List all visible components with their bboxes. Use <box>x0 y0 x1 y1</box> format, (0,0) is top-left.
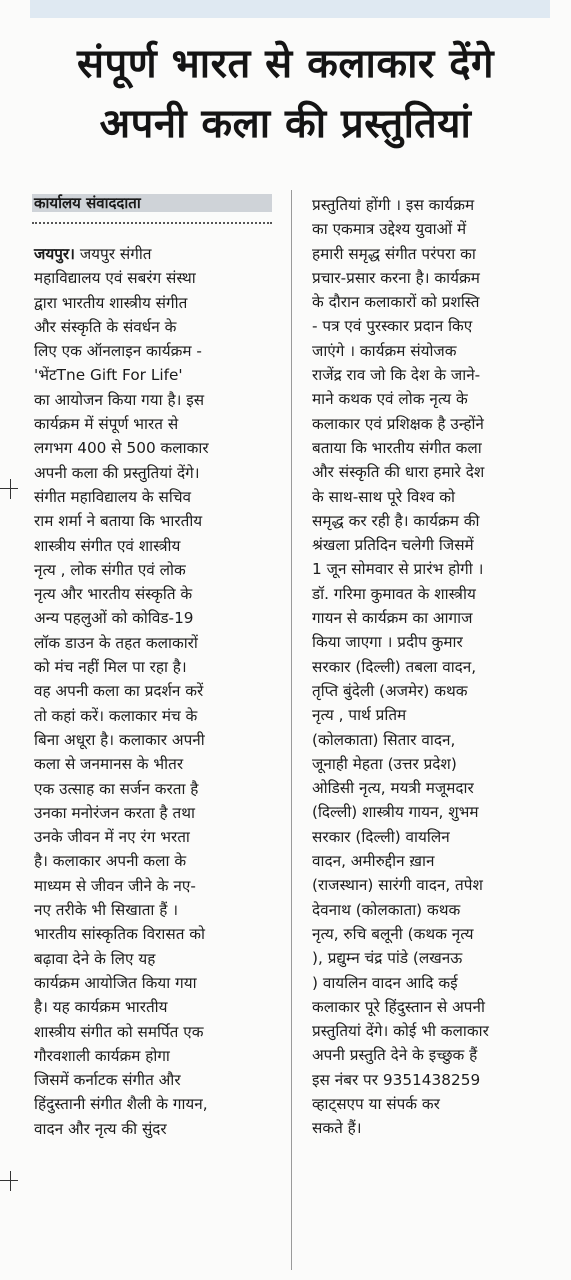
article-text-line: (राजस्थान) सारंगी वादन, तपेश <box>312 876 483 895</box>
article-text-line: उनके जीवन में नए रंग भरता <box>34 828 190 847</box>
headline-line-2: अपनी कला की प्रस्तुतियां <box>99 101 472 147</box>
article-text-line: कलाकार पूरे हिंदुस्तान से अपनी <box>312 997 485 1016</box>
article-text-line: नृत्य , पार्थ प्रतिम <box>312 706 407 725</box>
crop-mark <box>0 1180 18 1181</box>
article-text-line: ) वायलिन वादन आदि कई <box>312 973 458 992</box>
article-text-line: (दिल्ली) शास्त्रीय गायन, शुभम <box>312 803 479 822</box>
article-text-line: उनका मनोरंजन करता है तथा <box>34 803 195 822</box>
article-text-line: गौरवशाली कार्यक्रम होगा <box>34 1046 170 1065</box>
article-text-line: नृत्य, रुचि बलूनी (कथक नृत्य <box>312 924 474 943</box>
article-text-line: जिसमें कर्नाटक संगीत और <box>34 1071 181 1090</box>
article-text-line: (कोलकाता) सितार वादन, <box>312 730 456 749</box>
article-text-line: प्रचार-प्रसार करना है। कार्यक्रम <box>312 268 480 287</box>
article-text-line: श्रंखला प्रतिदिन चलेगी जिसमें <box>312 536 474 555</box>
crop-mark <box>0 488 18 489</box>
article-text-line: और संस्कृति की धारा हमारे देश <box>312 463 485 482</box>
article-text-line: भारतीय सांस्कृतिक विरासत को <box>34 925 205 944</box>
article-text-line: नृत्य और भारतीय संस्कृति के <box>34 585 193 604</box>
article-text-line: राम शर्मा ने बताया कि भारतीय <box>34 512 203 531</box>
article-text-line: और संस्कृति के संवर्धन के <box>34 317 177 336</box>
article-text-line: लगभग 400 से 500 कलाकार <box>34 439 209 458</box>
article-text-line: तृप्ति बुंदेली (अजमेर) कथक <box>312 681 468 700</box>
dateline: जयपुर। <box>34 245 75 263</box>
article-text-line: बताया कि भारतीय संगीत कला <box>312 438 482 457</box>
article-text-line: कलाकार एवं प्रशिक्षक है उन्होंने <box>312 414 484 433</box>
article-text-line: वादन और नृत्य की सुंदर <box>34 1119 167 1138</box>
article-text-line: कला से जनमानस के भीतर <box>34 755 184 774</box>
article-text-line: अपनी प्रस्तुति देने के इच्छुक हैं <box>312 1046 478 1065</box>
article-text-line: हमारी समृद्ध संगीत परंपरा का <box>312 244 476 263</box>
article-column-2 <box>312 193 562 1141</box>
article-text-line: हिंदुस्तानी संगीत शैली के गायन, <box>34 1095 208 1114</box>
article-text-line: 1 जून सोमवार से प्रारंभ होगी । <box>312 560 484 579</box>
headline-line-1: संपूर्ण भारत से कलाकार देंगे <box>77 41 494 87</box>
byline-dotted-rule <box>32 222 272 224</box>
article-text-line: का एकमात्र उद्देश्य युवाओं में <box>312 220 467 239</box>
article-text-line: जाएंगे । कार्यक्रम संयोजक <box>312 341 457 360</box>
article-text-line: जयपुर। जयपुर संगीत <box>34 245 152 263</box>
article-text-line: लॉक डाउन के तहत कलाकारों <box>34 633 198 652</box>
article-text-line: गायन से कार्यक्रम का आगाज <box>312 609 473 628</box>
article-text-line: इस नंबर पर 9351438259 <box>312 1070 481 1089</box>
article-text-line: लिए एक ऑनलाइन कार्यक्रम - <box>34 342 202 361</box>
article-text-line: है। यह कार्यक्रम भारतीय <box>34 998 168 1017</box>
article-text-line: कार्यक्रम में संपूर्ण भारत से <box>34 415 179 434</box>
article-text-line: 'भेंटTne Gift For Life' <box>34 366 183 385</box>
article-text-line: देवनाथ (कोलकाता) कथक <box>312 900 461 919</box>
article-text-line: ), प्रद्युम्न चंद्र पांडे (लखनऊ <box>312 949 463 968</box>
article-text-line: बिना अधूरा है। कलाकार अपनी <box>34 730 205 749</box>
article-text-line: माने कथक एवं लोक नृत्य के <box>312 390 468 409</box>
article-text-line: नए तरीके भी सिखाता हैं । <box>34 901 179 920</box>
article-text-line: वादन, अमीरुद्दीन ख़ान <box>312 852 435 871</box>
article-text-line: अपनी कला की प्रस्तुतियां देंगे। <box>34 463 200 482</box>
article-text-line: संगीत महाविद्यालय के सचिव <box>34 487 192 506</box>
article-text-line: ओडिसी नृत्य, मयत्री मजूमदार <box>312 779 474 798</box>
article-text-line: व्हाट्सएप या संपर्क कर <box>312 1094 440 1113</box>
article-text-line: शास्त्रीय संगीत को समर्पित एक <box>34 1022 204 1041</box>
article-text-line: कार्यक्रम आयोजित किया गया <box>34 973 197 992</box>
article-text-line: राजेंद्र राव जो कि देश के जाने- <box>312 366 481 385</box>
article-headline <box>0 34 571 154</box>
article-text-line: - पत्र एवं पुरस्कार प्रदान किए <box>312 317 473 336</box>
article-text-line: नृत्य , लोक संगीत एवं लोक <box>34 560 186 579</box>
article-text-line: को मंच नहीं मिल पा रहा है। <box>34 658 187 677</box>
article-text-line: बढ़ावा देने के लिए यह <box>34 949 156 968</box>
article-text-line: का आयोजन किया गया है। इस <box>34 390 205 409</box>
top-color-band <box>30 0 550 18</box>
article-column-1 <box>34 242 284 1141</box>
article-text-line: महाविद्यालय एवं सबरंग संस्था <box>34 269 196 288</box>
article-text-line: प्रस्तुतियां देंगे। कोई भी कलाकार <box>312 1022 489 1041</box>
article-text-line: अन्य पहलुओं को कोविड-19 <box>34 609 194 628</box>
article-text-line: द्वारा भारतीय शास्त्रीय संगीत <box>34 293 188 312</box>
article-text-line: किया जाएगा । प्रदीप कुमार <box>312 633 463 652</box>
article-text-line: माध्यम से जीवन जीने के नए- <box>34 876 196 895</box>
article-text-line: सकते हैं। <box>312 1119 362 1138</box>
article-text-line: प्रस्तुतियां होंगी । इस कार्यक्रम <box>312 196 475 214</box>
article-text-line: है। कलाकार अपनी कला के <box>34 852 187 871</box>
article-text-line: शास्त्रीय संगीत एवं शास्त्रीय <box>34 536 181 555</box>
article-text-line: एक उत्साह का सर्जन करता है <box>34 779 199 798</box>
article-text-line: के दौरान कलाकारों को प्रशस्ति <box>312 293 480 312</box>
article-text-line: वह अपनी कला का प्रदर्शन करें <box>34 682 204 701</box>
article-text-line: समृद्ध कर रही है। कार्यक्रम की <box>312 511 480 530</box>
article-text-line: तो कहां करें। कलाकार मंच के <box>34 706 198 725</box>
article-text-line: सरकार (दिल्ली) तबला वादन, <box>312 657 477 676</box>
article-text-line: डॉ. गरिमा कुमावत के शास्त्रीय <box>312 584 476 603</box>
byline: कार्यालय संवाददाता <box>34 194 141 212</box>
article-text-line: जूनाही मेहता (उत्तर प्रदेश) <box>312 754 457 773</box>
column-divider <box>291 190 292 1270</box>
article-text-line: सरकार (दिल्ली) वायलिन <box>312 827 450 846</box>
article-text-line: के साथ-साथ पूरे विश्व को <box>312 487 456 506</box>
